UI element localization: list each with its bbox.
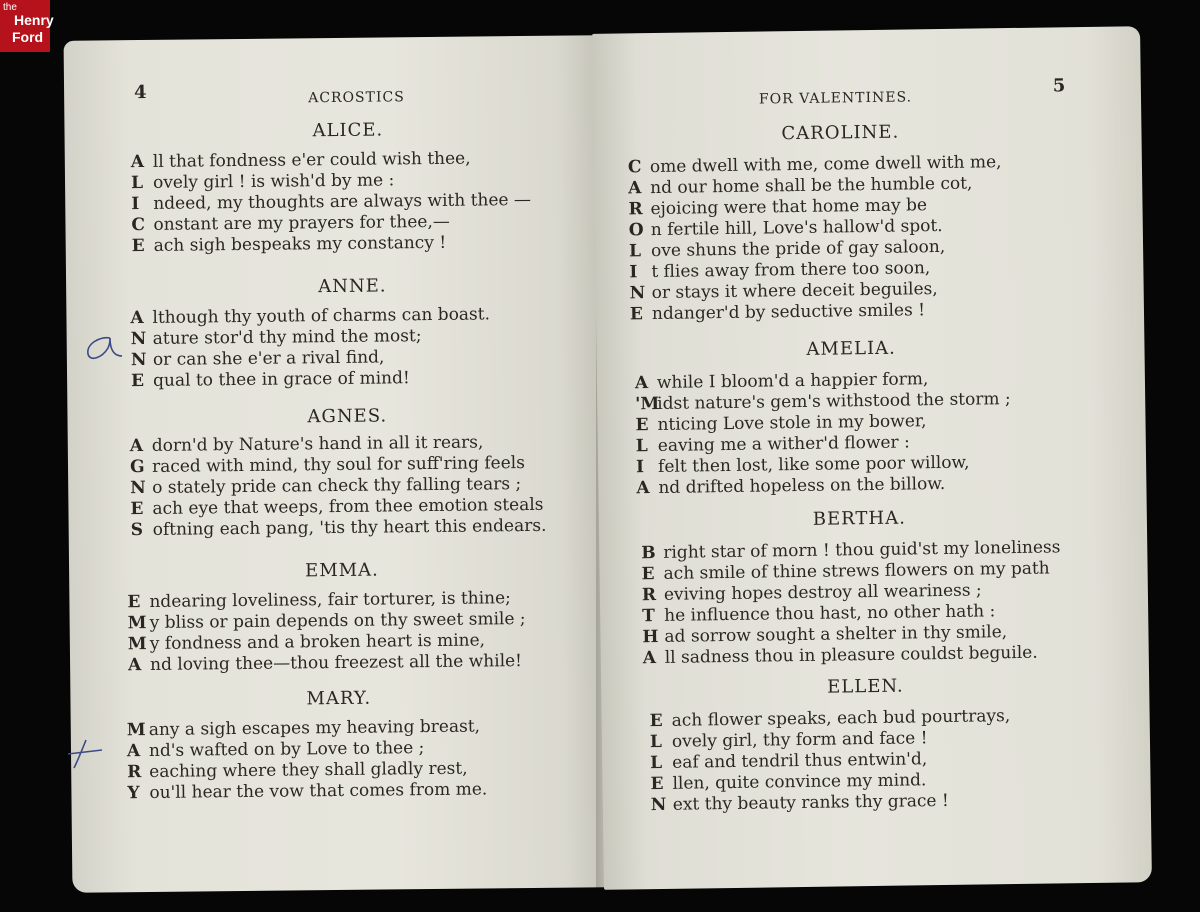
logo-henry: Henry [14,12,54,28]
acrostic-letter: N [130,349,147,371]
acrostic-letter: A [130,308,144,329]
line-text: ach smile of thine strews flowers on my path [663,558,1050,584]
poem-line [131,190,531,215]
acrostic-letter: T [642,606,655,627]
line-text: oftning each pang, 'tis thy heart this endears. [152,515,547,540]
poem-line [131,367,491,392]
left-page-number: 4 [133,81,147,104]
left-page [64,35,609,893]
handwritten-mark-a [80,330,124,366]
line-text: while I bloom'd a happier form, [656,369,929,393]
line-text: dorn'd by Nature's hand in all it rears, [151,432,484,456]
acrostic-letter: R [641,585,657,606]
acrostic-letter: E [127,592,141,613]
line-text: ll that fondness e'er could wish thee, [152,148,471,172]
line-text: eaf and tendril thus entwin'd, [672,749,928,773]
line-text: ejoicing were that home may be [650,195,928,220]
poem-amelia [635,368,1012,499]
line-text: t flies away from there too soon, [651,258,931,283]
acrostic-letter: R [628,199,643,220]
line-text: ndearing loveliness, fair torturer, is thine; [149,588,511,612]
acrostic-letter: L [628,241,642,262]
line-text: ll sadness thou in pleasure couldst beguile. [664,642,1038,668]
poem-title-alice: ALICE. [312,119,384,142]
acrostic-letter: N [650,794,667,816]
logo-the: the [3,2,17,13]
line-text: ovely girl ! is wish'd by me : [152,170,395,193]
poem-line [131,516,547,541]
line-text: nd's wafted on by Love to thee ; [148,738,425,761]
acrostic-letter: I [635,457,645,478]
line-text: right star of morn ! thou guid'st my loneliness [663,537,1061,563]
acrostic-letter: Y [127,783,140,804]
acrostic-letter: A [628,178,642,199]
acrostic-letter: G [129,457,145,478]
poem-alice [131,148,532,257]
poem-title-agnes: AGNES. [307,405,388,428]
acrostic-letter: A [634,373,649,394]
line-text: qual to thee in grace of mind! [153,368,410,391]
acrostic-letter: A [129,436,144,457]
line-text: y bliss or pain depends on thy sweet smile ; [149,609,526,633]
line-text: ove shuns the pride of gay saloon, [650,236,946,262]
acrostic-letter: A [130,151,145,173]
line-text: nd drifted hopeless on the billow. [658,473,946,498]
line-text: nd our home shall be the humble cot, [650,173,973,199]
line-text: ach flower speaks, each bud pourtrays, [671,706,1011,731]
line-text: ach sigh bespeaks my constancy ! [153,232,447,256]
acrostic-letter: M [127,633,147,655]
acrostic-letter: E [131,371,145,392]
poem-mary [127,716,488,804]
line-text: ext thy beauty ranks thy grace ! [672,790,949,815]
acrostic-letter: E [629,304,644,325]
acrostic-letter: E [641,564,655,585]
poem-line [636,473,1012,499]
poem-title-ellen: ELLEN. [827,675,904,698]
line-text: lthough thy youth of charms can boast. [152,304,491,328]
acrostic-letter: A [642,648,657,669]
poem-agnes [130,432,547,541]
line-text: or stays it where deceit beguiles, [651,279,938,304]
acrostic-letter: N [629,283,646,304]
acrostic-letter: L [650,752,663,774]
line-text: any a sigh escapes my heaving breast, [148,716,481,740]
right-running-header: FOR VALENTINES. [758,89,913,108]
line-text: eviving hopes destroy all weariness ; [663,580,982,605]
acrostic-letter: H [642,626,659,648]
poem-line [128,651,526,676]
line-text: or can she e'er a rival find, [152,347,385,370]
poem-line [127,779,487,804]
poem-line [643,642,1062,669]
logo-ford: Ford [12,29,44,45]
poem-title-mary: MARY. [306,687,372,710]
line-text: ome dwell with me, come dwell with me, [649,152,1002,178]
line-text: onstant are my prayers for thee,— [153,211,450,235]
line-text: nticing Love stole in my bower, [657,411,927,435]
right-page [592,26,1152,890]
poem-title-caroline: CAROLINE. [781,121,900,145]
poem-title-anne: ANNE. [318,275,387,298]
acrostic-letter: A [127,655,142,676]
acrostic-letter: L [130,173,144,194]
acrostic-letter: C [131,214,146,236]
poem-ellen [650,706,1012,816]
line-text: ndanger'd by seductive smiles ! [651,300,926,325]
poem-line [651,790,1012,816]
acrostic-letter: E [649,710,663,732]
acrostic-letter: N [130,477,146,499]
line-text: raced with mind, thy soul for suff'ring feels [151,453,525,477]
acrostic-letter: R [127,762,142,783]
acrostic-letter: E [650,773,664,795]
acrostic-letter: A [126,741,141,762]
right-page-number: 5 [1052,75,1066,97]
acrostic-letter: 'M [635,393,660,415]
acrostic-letter: O [628,220,644,241]
line-text: ou'll hear the vow that comes from me. [149,779,488,803]
poem-bertha [641,537,1062,669]
poem-line [630,299,1004,325]
poem-line [131,148,531,173]
acrostic-letter: E [131,235,145,257]
poem-line [132,232,532,257]
acrostic-letter: N [130,328,147,350]
line-text: idst nature's gem's withstood the storm ; [657,389,1011,414]
line-text: nd loving thee—thou freezest all the while! [149,651,523,675]
poem-title-bertha: BERTHA. [812,507,907,530]
poem-anne [130,304,490,392]
line-text: eaching where they shall gladly rest, [149,758,468,782]
poem-line [130,304,490,329]
line-text: o stately pride can check thy falling tears ; [152,474,522,498]
acrostic-letter: C [627,157,642,178]
acrostic-letter: S [130,520,144,541]
line-text: ndeed, my thoughts are always with thee — [153,189,532,214]
acrostic-letter: A [636,478,650,499]
line-text: he influence thou hast, no other hath : [664,601,996,626]
acrostic-letter: B [641,543,656,564]
left-running-header: ACROSTICS [308,89,405,107]
line-text: ach eye that weeps, from thee emotion steals [152,494,544,519]
poem-line [127,716,487,741]
line-text: n fertile hill, Love's hallow'd spot. [650,215,943,241]
line-text: ovely girl, thy form and face ! [671,728,928,752]
line-text: ature stor'd thy mind the most; [152,326,422,349]
poem-emma [127,588,526,676]
handwritten-mark-plus [64,736,104,772]
acrostic-letter: L [649,731,663,753]
acrostic-letter: I [629,262,638,283]
line-text: y fondness and a broken heart is mine, [149,630,486,654]
line-text: eaving me a wither'd flower : [657,432,910,456]
acrostic-letter: M [127,612,147,634]
poem-title-emma: EMMA. [305,559,379,582]
line-text: ad sorrow sought a shelter in thy smile, [664,622,1008,647]
poem-title-amelia: AMELIA. [806,337,896,360]
acrostic-letter: E [130,499,144,520]
acrostic-letter: L [635,436,648,457]
acrostic-letter: M [126,720,146,741]
line-text: felt then lost, like some poor willow, [657,452,970,477]
acrostic-letter: I [131,194,140,215]
poem-caroline [628,152,1004,325]
line-text: llen, quite convince my mind. [672,770,927,794]
acrostic-letter: E [635,415,649,436]
